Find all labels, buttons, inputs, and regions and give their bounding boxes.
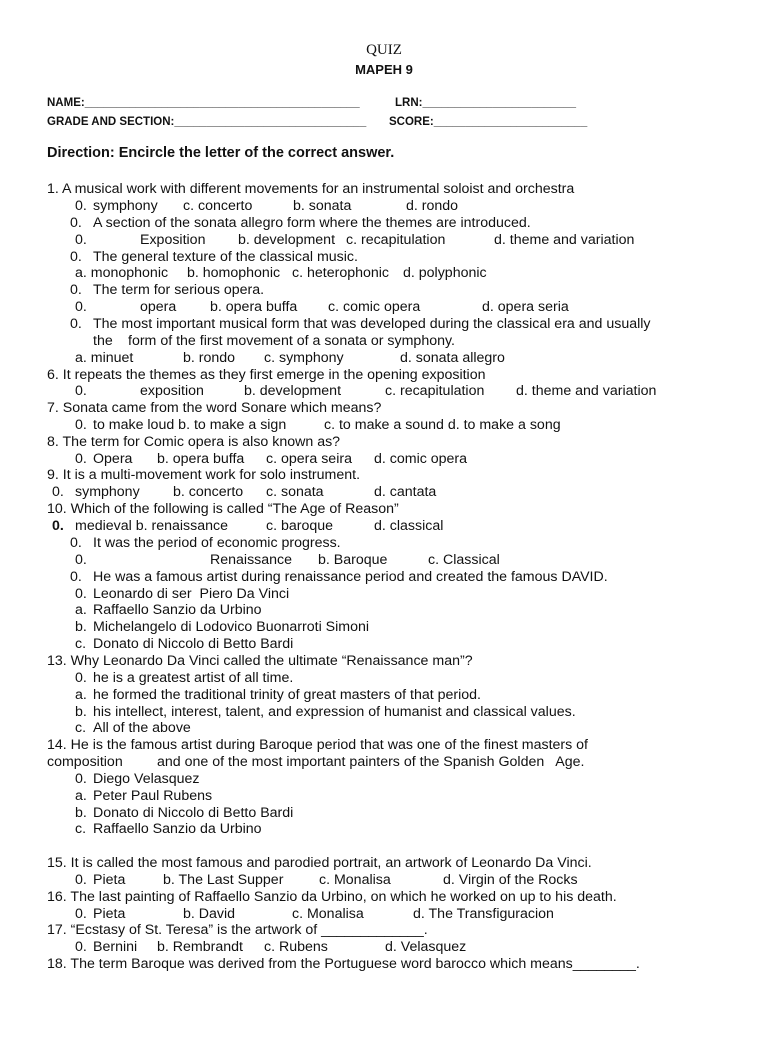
quiz-line <box>0 586 290 603</box>
question-number: 0. <box>70 282 82 298</box>
quiz-line <box>0 350 505 367</box>
choice-text: Raffaello Sanzio da Urbino <box>93 821 262 837</box>
quiz-line <box>0 619 370 636</box>
choice-text: Peter Paul Rubens <box>93 788 213 804</box>
choice-text: b. homophonic <box>187 265 281 281</box>
question-text: and one of the most important painters of the Spanish Golden Age. <box>157 754 585 770</box>
question-text: A section of the sonata allegro form where the themes are introduced. <box>93 215 531 231</box>
quiz-line <box>0 956 640 973</box>
choice-text: b. sonata <box>293 198 352 214</box>
choice-text: b. Baroque <box>318 552 388 568</box>
lrn-field: LRN:________________________ <box>395 97 576 109</box>
choice-text: c. to make a sound d. to make a song <box>324 417 561 433</box>
quiz-line <box>0 805 294 822</box>
choice-text: c. Monalisa <box>319 872 391 888</box>
choice-text: d. rondo <box>406 198 459 214</box>
quiz-line <box>0 501 399 518</box>
choice-text: b. opera buffa <box>157 451 245 467</box>
quiz-line <box>0 636 294 653</box>
choice-text: d. Velasquez <box>385 939 467 955</box>
quiz-line <box>0 687 481 704</box>
choice-text: symphony <box>93 198 158 214</box>
grade-section-field: GRADE AND SECTION:______________________________ <box>47 116 367 128</box>
choice-letter: c. <box>75 636 87 652</box>
quiz-line <box>0 434 341 451</box>
choice-text: c. Classical <box>428 552 500 568</box>
question-text: The general texture of the classical music. <box>93 249 358 265</box>
quiz-line <box>0 518 444 535</box>
choice-text: a. monophonic <box>75 265 169 281</box>
subject-title: MAPEH 9 <box>355 62 413 77</box>
choice-text: 0. <box>75 198 87 214</box>
question-text: 10. Which of the following is called “The Age of Reason” <box>47 501 399 517</box>
choice-letter: 0. <box>75 771 87 787</box>
question-text: composition <box>47 754 123 770</box>
choice-text: c. opera seira <box>266 451 352 467</box>
choice-text: 0. <box>75 417 87 433</box>
quiz-line <box>0 417 561 434</box>
question-text: 16. The last painting of Raffaello Sanzio da Urbino, on which he worked on up to his death. <box>47 889 617 905</box>
quiz-line <box>0 198 459 215</box>
name-field: NAME:___________________________________________ <box>47 97 360 109</box>
quiz-line <box>0 771 200 788</box>
quiz-title: QUIZ <box>366 42 402 58</box>
choice-text: d. polyphonic <box>403 265 487 281</box>
question-text: 17. “Ecstasy of St. Teresa” is the artwork of _____________. <box>47 922 428 938</box>
choice-letter: c. <box>75 720 87 736</box>
choice-text: 0. <box>52 484 64 500</box>
question-text: 14. He is the famous artist during Baroque period that was one of the finest masters of <box>47 737 588 753</box>
choice-text: his intellect, interest, talent, and expression of humanist and classical values. <box>93 704 576 720</box>
quiz-line <box>0 451 468 468</box>
choice-text: Diego Velasquez <box>93 771 200 787</box>
choice-text: Donato di Niccolo di Betto Bardi <box>93 636 294 652</box>
quiz-line <box>0 282 265 299</box>
choice-text: c. concerto <box>183 198 253 214</box>
quiz-line <box>0 215 531 232</box>
quiz-line <box>0 484 437 501</box>
question-text: 9. It is a multi-movement work for solo instrument. <box>47 467 361 483</box>
choice-text: exposition <box>140 383 204 399</box>
choice-letter: 0. <box>75 670 87 686</box>
choice-text: Raffaello Sanzio da Urbino <box>93 602 262 618</box>
quiz-line <box>0 720 191 737</box>
choice-text: Pieta <box>93 906 126 922</box>
question-text: 7. Sonata came from the word Sonare which means? <box>47 400 382 416</box>
choice-text: Pieta <box>93 872 126 888</box>
choice-text: c. sonata <box>266 484 324 500</box>
choice-text: Opera <box>93 451 133 467</box>
choice-text: 0. <box>75 232 87 248</box>
choice-text: c. comic opera <box>328 299 421 315</box>
question-number: 0. <box>70 316 82 332</box>
choice-text: 0. <box>75 939 87 955</box>
question-number: 0. <box>70 249 82 265</box>
quiz-line <box>0 552 500 569</box>
quiz-line <box>0 316 651 333</box>
question-text: form of the first movement of a sonata or symphony. <box>128 333 455 349</box>
choice-text: b. opera buffa <box>210 299 298 315</box>
choice-letter: a. <box>75 788 87 804</box>
choice-text: he is a greatest artist of all time. <box>93 670 294 686</box>
question-text: 13. Why Leonardo Da Vinci called the ultimate “Renaissance man”? <box>47 653 473 669</box>
choice-text: c. Monalisa <box>292 906 364 922</box>
choice-text: c. baroque <box>266 518 334 534</box>
question-text: The term for serious opera. <box>93 282 265 298</box>
quiz-line <box>0 788 213 805</box>
choice-text: 0. <box>75 906 87 922</box>
choice-text: b. development <box>238 232 336 248</box>
choice-text: d. cantata <box>374 484 437 500</box>
quiz-line <box>0 754 585 771</box>
choice-text: c. recapitulation <box>385 383 485 399</box>
choice-text: d. theme and variation <box>494 232 635 248</box>
quiz-line <box>0 232 635 249</box>
choice-text: 0. <box>75 552 87 568</box>
choice-letter: c. <box>75 821 87 837</box>
choice-text: d. opera seria <box>482 299 569 315</box>
choice-text: Leonardo di ser Piero Da Vinci <box>93 586 290 602</box>
choice-text: 0. <box>75 872 87 888</box>
choice-text: d. theme and variation <box>516 383 657 399</box>
choice-text: 0. <box>52 518 64 534</box>
question-text: 15. It is called the most famous and parodied portrait, an artwork of Leonardo Da Vinci. <box>47 855 592 871</box>
quiz-line <box>0 670 294 687</box>
quiz-line <box>0 653 473 670</box>
question-text: He was a famous artist during renaissance period and created the famous DAVID. <box>93 569 608 585</box>
choice-text: b. concerto <box>173 484 244 500</box>
quiz-line <box>0 889 617 906</box>
question-text: the <box>93 333 113 349</box>
choice-text: Bernini <box>93 939 138 955</box>
quiz-line <box>0 569 608 586</box>
choice-text: d. The Transfiguracion <box>413 906 554 922</box>
quiz-line <box>0 737 588 754</box>
choice-text: 0. <box>75 299 87 315</box>
choice-text: he formed the traditional trinity of great masters of that period. <box>93 687 481 703</box>
choice-text: d. Virgin of the Rocks <box>443 872 578 888</box>
choice-text: 0. <box>75 451 87 467</box>
choice-text: d. classical <box>374 518 444 534</box>
question-number: 0. <box>70 215 82 231</box>
choice-letter: 0. <box>75 586 87 602</box>
choice-letter: a. <box>75 687 87 703</box>
choice-text: 0. <box>75 383 87 399</box>
quiz-line <box>0 855 592 872</box>
quiz-line <box>0 181 575 198</box>
quiz-line <box>0 872 578 889</box>
choice-letter: b. <box>75 704 87 720</box>
choice-text: c. Rubens <box>264 939 328 955</box>
quiz-line <box>0 821 262 838</box>
choice-text: opera <box>140 299 177 315</box>
choice-text: d. sonata allegro <box>400 350 505 366</box>
choice-text: b. David <box>183 906 236 922</box>
question-number: 0. <box>70 535 82 551</box>
quiz-line <box>0 467 361 484</box>
choice-letter: b. <box>75 619 87 635</box>
quiz-line <box>0 333 455 350</box>
quiz-line <box>0 602 262 619</box>
choice-text: Michelangelo di Lodovico Buonarroti Simoni <box>93 619 370 635</box>
quiz-line <box>0 906 554 923</box>
choice-text: c. heterophonic <box>292 265 390 281</box>
choice-text: symphony <box>75 484 140 500</box>
question-text: 1. A musical work with different movements for an instrumental soloist and orchestra <box>47 181 575 197</box>
question-text: It was the period of economic progress. <box>93 535 341 551</box>
quiz-line <box>0 367 486 384</box>
choice-text: b. The Last Supper <box>163 872 284 888</box>
question-number: 0. <box>70 569 82 585</box>
choice-text: c. symphony <box>264 350 344 366</box>
quiz-line <box>0 922 428 939</box>
choice-letter: a. <box>75 602 87 618</box>
choice-text: Donato di Niccolo di Betto Bardi <box>93 805 294 821</box>
quiz-line <box>0 383 657 400</box>
question-text: 18. The term Baroque was derived from the Portuguese word barocco which means________. <box>47 956 640 972</box>
quiz-line <box>0 400 382 417</box>
choice-text: d. comic opera <box>374 451 468 467</box>
choice-text: medieval b. renaissance <box>75 518 228 534</box>
choice-text: to make loud b. to make a sign <box>93 417 287 433</box>
question-text: 8. The term for Comic opera is also known as? <box>47 434 341 450</box>
choice-text: b. rondo <box>183 350 236 366</box>
choice-text: c. recapitulation <box>346 232 446 248</box>
choice-text: Exposition <box>140 232 206 248</box>
quiz-line <box>0 265 487 282</box>
choice-letter: b. <box>75 805 87 821</box>
quiz-line <box>0 704 576 721</box>
question-text: The most important musical form that was developed during the classical era and usually <box>93 316 651 332</box>
choice-text: a. minuet <box>75 350 134 366</box>
question-text: 6. It repeats the themes as they first emerge in the opening exposition <box>47 367 486 383</box>
score-field: SCORE:________________________ <box>389 116 588 128</box>
choice-text: b. development <box>244 383 342 399</box>
direction-text: Direction: Encircle the letter of the correct answer. <box>47 145 395 161</box>
quiz-line <box>0 535 341 552</box>
choice-text: b. Rembrandt <box>157 939 243 955</box>
quiz-line <box>0 249 358 266</box>
choice-text: Renaissance <box>210 552 293 568</box>
quiz-line <box>0 299 569 316</box>
choice-text: All of the above <box>93 720 191 736</box>
quiz-line <box>0 939 467 956</box>
